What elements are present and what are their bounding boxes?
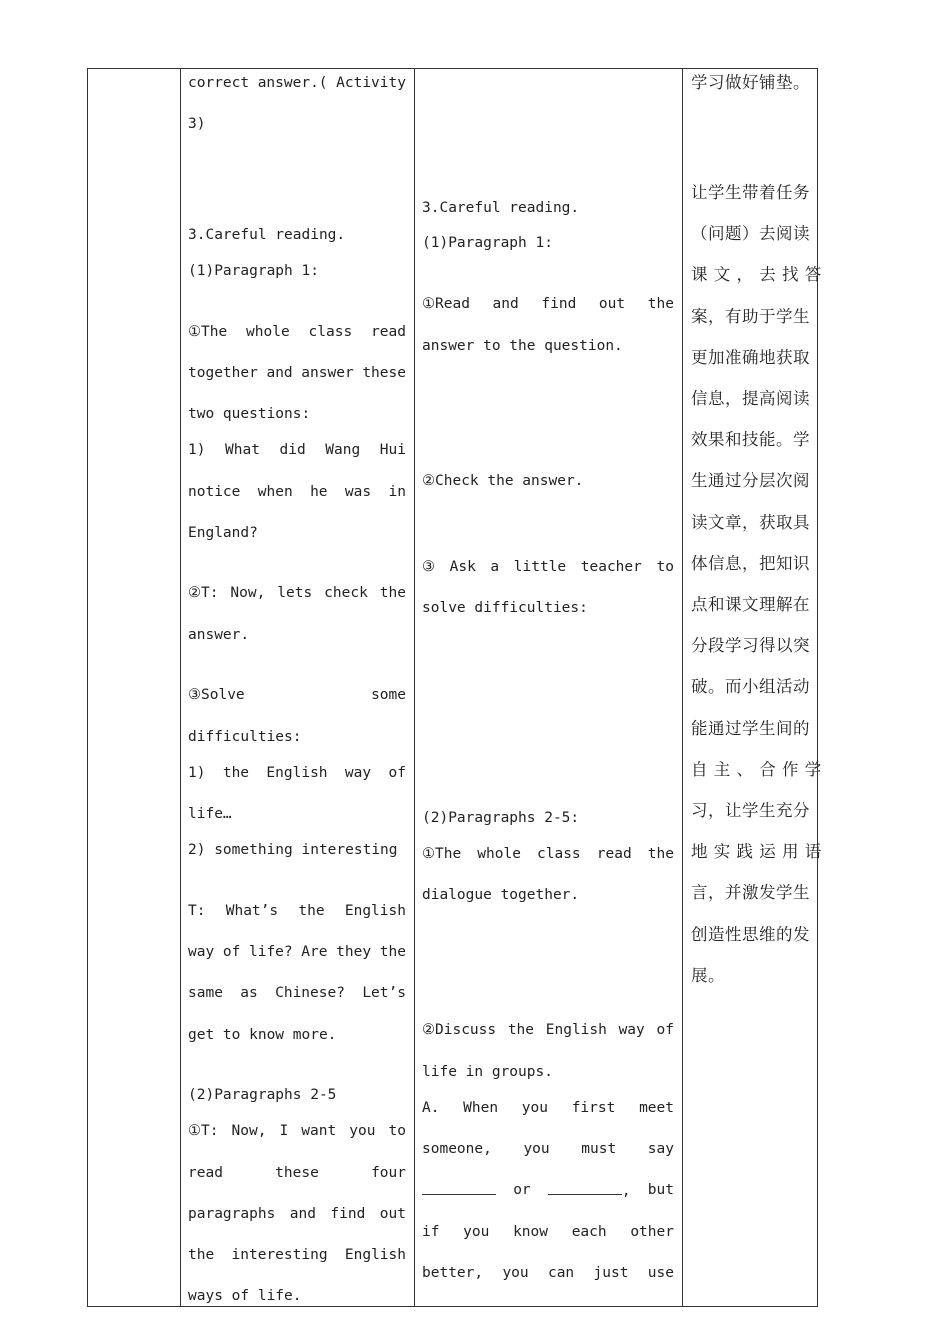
word: life? bbox=[248, 944, 293, 960]
text-line bbox=[422, 1020, 674, 1040]
text-line: 效果和技能。学 bbox=[691, 430, 810, 450]
word: Ask bbox=[449, 559, 476, 575]
word: ①The bbox=[188, 324, 228, 340]
word: way bbox=[618, 1022, 645, 1038]
word: out bbox=[379, 1206, 406, 1222]
paragraph-heading: (1)Paragraph 1: bbox=[422, 235, 553, 251]
text-line: England? bbox=[188, 525, 258, 541]
word: way bbox=[188, 944, 215, 960]
text-line: 让学生带着任务 bbox=[691, 183, 810, 202]
text-line: life… bbox=[188, 806, 232, 822]
word: check bbox=[324, 585, 368, 601]
text-line: 展。 bbox=[691, 965, 725, 985]
word: correct bbox=[188, 75, 250, 91]
text-line bbox=[188, 363, 406, 383]
text-line: 2) something interesting bbox=[188, 842, 398, 858]
text-line: 能通过学生间的 bbox=[691, 718, 810, 738]
word: 1) bbox=[188, 765, 206, 781]
word: I bbox=[279, 1123, 289, 1139]
word: the bbox=[222, 765, 250, 781]
fill-in-blank-line bbox=[422, 1180, 674, 1201]
word: answer.( bbox=[257, 75, 328, 91]
word: was bbox=[344, 484, 372, 500]
section-heading: 3.Careful reading. bbox=[188, 227, 346, 243]
text-line: 学习做好铺垫。 bbox=[691, 73, 810, 92]
word: the bbox=[298, 903, 325, 919]
word: other bbox=[630, 1224, 674, 1240]
word: just bbox=[593, 1265, 629, 1281]
word: the bbox=[507, 1022, 535, 1038]
text-line bbox=[422, 1222, 674, 1242]
text-line: 点和课文理解在 bbox=[691, 595, 810, 614]
text-line bbox=[422, 294, 674, 314]
text-line: get to know more. bbox=[188, 1027, 337, 1043]
word: ②Discuss bbox=[422, 1022, 497, 1038]
text-line: answer to the question. bbox=[422, 338, 623, 354]
word: some bbox=[371, 687, 406, 703]
word: four bbox=[371, 1165, 406, 1181]
text-line bbox=[188, 73, 406, 93]
text-line: 课 文 ， 去 找 答 bbox=[691, 265, 822, 285]
or-word: or bbox=[513, 1182, 531, 1198]
text-line bbox=[188, 322, 406, 342]
word: and bbox=[492, 296, 519, 312]
word: English bbox=[344, 1247, 406, 1263]
word: and bbox=[289, 1206, 316, 1222]
word: English bbox=[344, 903, 406, 919]
word: class bbox=[308, 324, 353, 340]
word: Let’s bbox=[362, 985, 406, 1001]
word: whole bbox=[246, 324, 290, 340]
word: of bbox=[656, 1022, 674, 1038]
word: better, bbox=[422, 1265, 484, 1281]
text-line bbox=[422, 557, 674, 577]
paragraph-heading: (2)Paragraphs 2-5: bbox=[422, 810, 580, 826]
word: he bbox=[310, 484, 328, 500]
word: ①Read bbox=[422, 296, 470, 312]
word: whole bbox=[477, 846, 521, 862]
word: same bbox=[188, 985, 223, 1001]
text-line bbox=[188, 942, 406, 962]
text-line bbox=[188, 440, 406, 460]
text-line: （问题）去阅读 bbox=[691, 224, 810, 244]
word: must bbox=[581, 1141, 617, 1157]
text-line bbox=[188, 1163, 406, 1183]
text-line: 体信息，把知识 bbox=[691, 553, 810, 573]
text-line: ②Check the answer. bbox=[422, 473, 584, 489]
word: if bbox=[422, 1224, 440, 1240]
word: and bbox=[266, 365, 293, 381]
word: find bbox=[330, 1206, 366, 1222]
word: A. bbox=[422, 1100, 440, 1116]
word: read bbox=[596, 846, 632, 862]
word: of bbox=[222, 944, 241, 960]
word: interesting bbox=[231, 1247, 328, 1263]
word: Chinese? bbox=[275, 985, 345, 1001]
word: teacher bbox=[580, 559, 642, 575]
word: Are bbox=[301, 944, 328, 960]
word: Hui bbox=[379, 442, 406, 458]
word: ③ bbox=[422, 559, 435, 575]
text-line bbox=[422, 844, 674, 864]
word: 1) bbox=[188, 442, 206, 458]
word: together bbox=[188, 365, 258, 381]
text-line bbox=[422, 1263, 674, 1283]
text-line bbox=[188, 1204, 406, 1224]
word: to bbox=[656, 559, 674, 575]
word: you bbox=[349, 1123, 376, 1139]
answer-blank: , bbox=[548, 1180, 631, 1201]
text-line: 言，并激发学生 bbox=[691, 883, 810, 903]
column-divider bbox=[682, 69, 683, 1306]
lesson-table bbox=[87, 68, 822, 1307]
word: you bbox=[521, 1100, 548, 1116]
word: as bbox=[240, 985, 258, 1001]
word: you bbox=[502, 1265, 529, 1281]
text-line bbox=[188, 983, 406, 1003]
word: read bbox=[371, 324, 406, 340]
text-line: 分段学习得以突 bbox=[691, 636, 810, 656]
text-line: answer. bbox=[188, 627, 250, 643]
word: ③Solve bbox=[188, 687, 245, 703]
word: ①The bbox=[422, 846, 462, 862]
text-line bbox=[188, 583, 406, 603]
column-divider bbox=[180, 69, 181, 1306]
word: English bbox=[545, 1022, 607, 1038]
word: lets bbox=[277, 585, 313, 601]
but-word: but bbox=[647, 1182, 674, 1198]
word: little bbox=[513, 559, 567, 575]
text-line: 案，有助于学生 bbox=[691, 306, 810, 326]
text-line: two questions: bbox=[188, 406, 311, 422]
text-line: life in groups. bbox=[422, 1064, 553, 1080]
word: out bbox=[598, 296, 626, 312]
word: ②T: bbox=[188, 585, 219, 601]
word: the bbox=[188, 1247, 215, 1263]
text-line bbox=[188, 763, 406, 783]
text-line: 地 实 践 运 用 语 bbox=[691, 842, 822, 862]
word: you bbox=[463, 1224, 490, 1240]
word: someone, bbox=[422, 1141, 492, 1157]
word: say bbox=[647, 1141, 674, 1157]
word: way bbox=[344, 765, 372, 781]
text-line bbox=[188, 901, 406, 921]
word: When bbox=[463, 1100, 499, 1116]
text-line bbox=[422, 1098, 674, 1118]
word: Activity bbox=[336, 75, 406, 91]
word: use bbox=[647, 1265, 674, 1281]
word: the bbox=[647, 296, 674, 312]
word: of bbox=[388, 765, 406, 781]
word: they bbox=[336, 944, 372, 960]
text-line: solve difficulties: bbox=[422, 600, 588, 616]
text-line bbox=[188, 1121, 406, 1141]
word: meet bbox=[639, 1100, 674, 1116]
text-line: dialogue together. bbox=[422, 887, 580, 903]
word: these bbox=[275, 1165, 319, 1181]
column-divider bbox=[414, 69, 415, 1306]
text-line: 3) bbox=[188, 116, 206, 132]
word: What bbox=[225, 442, 260, 458]
word: in bbox=[388, 484, 406, 500]
text-line: 读文章，获取具 bbox=[691, 512, 810, 532]
word: the bbox=[379, 944, 406, 960]
text-line: 自 主 、 合 作 学 bbox=[691, 759, 822, 779]
teacher-activity-cell bbox=[188, 69, 406, 1306]
text-line bbox=[188, 482, 406, 502]
word: you bbox=[523, 1141, 550, 1157]
word: Now, bbox=[230, 585, 266, 601]
text-line: 破。而小组活动 bbox=[691, 677, 810, 697]
text-line bbox=[422, 1139, 674, 1159]
word: answer bbox=[301, 365, 354, 381]
text-line: 生通过分层次阅 bbox=[691, 471, 810, 491]
word: Wang bbox=[325, 442, 361, 458]
text-line: 信息，提高阅读 bbox=[691, 389, 810, 408]
word: first bbox=[571, 1100, 616, 1116]
text-line bbox=[188, 1245, 406, 1265]
word: class bbox=[537, 846, 581, 862]
word: each bbox=[571, 1224, 607, 1240]
word: when bbox=[257, 484, 293, 500]
student-activity-cell bbox=[422, 69, 674, 1306]
paragraph-heading: (1)Paragraph 1: bbox=[188, 263, 319, 279]
text-line: 创造性思维的发 bbox=[691, 924, 810, 944]
word: can bbox=[547, 1265, 575, 1281]
text-line: 习，让学生充分 bbox=[691, 801, 810, 820]
word: English bbox=[266, 765, 328, 781]
answer-blank bbox=[422, 1180, 496, 1195]
word: T: bbox=[188, 903, 206, 919]
word: notice bbox=[188, 484, 241, 500]
word: Now, bbox=[231, 1123, 267, 1139]
word: ①T: bbox=[188, 1123, 219, 1139]
section-heading: 3.Careful reading. bbox=[422, 200, 580, 216]
word: want bbox=[301, 1123, 337, 1139]
word: the bbox=[379, 585, 406, 601]
text-line: 更加准确地获取 bbox=[691, 347, 810, 367]
word: find bbox=[541, 296, 577, 312]
text-line: difficulties: bbox=[188, 729, 302, 745]
word: did bbox=[279, 442, 306, 458]
word: to bbox=[388, 1123, 406, 1139]
paragraph-heading: (2)Paragraphs 2-5 bbox=[188, 1087, 337, 1103]
text-line: ways of life. bbox=[188, 1288, 302, 1304]
text-line bbox=[188, 685, 406, 705]
word: a bbox=[490, 559, 500, 575]
design-intent-cell bbox=[691, 69, 822, 1306]
word: paragraphs bbox=[188, 1206, 276, 1222]
word: What’s bbox=[225, 903, 279, 919]
word: know bbox=[513, 1224, 548, 1240]
word: read bbox=[188, 1165, 223, 1181]
word: these bbox=[362, 365, 406, 381]
word: the bbox=[647, 846, 674, 862]
